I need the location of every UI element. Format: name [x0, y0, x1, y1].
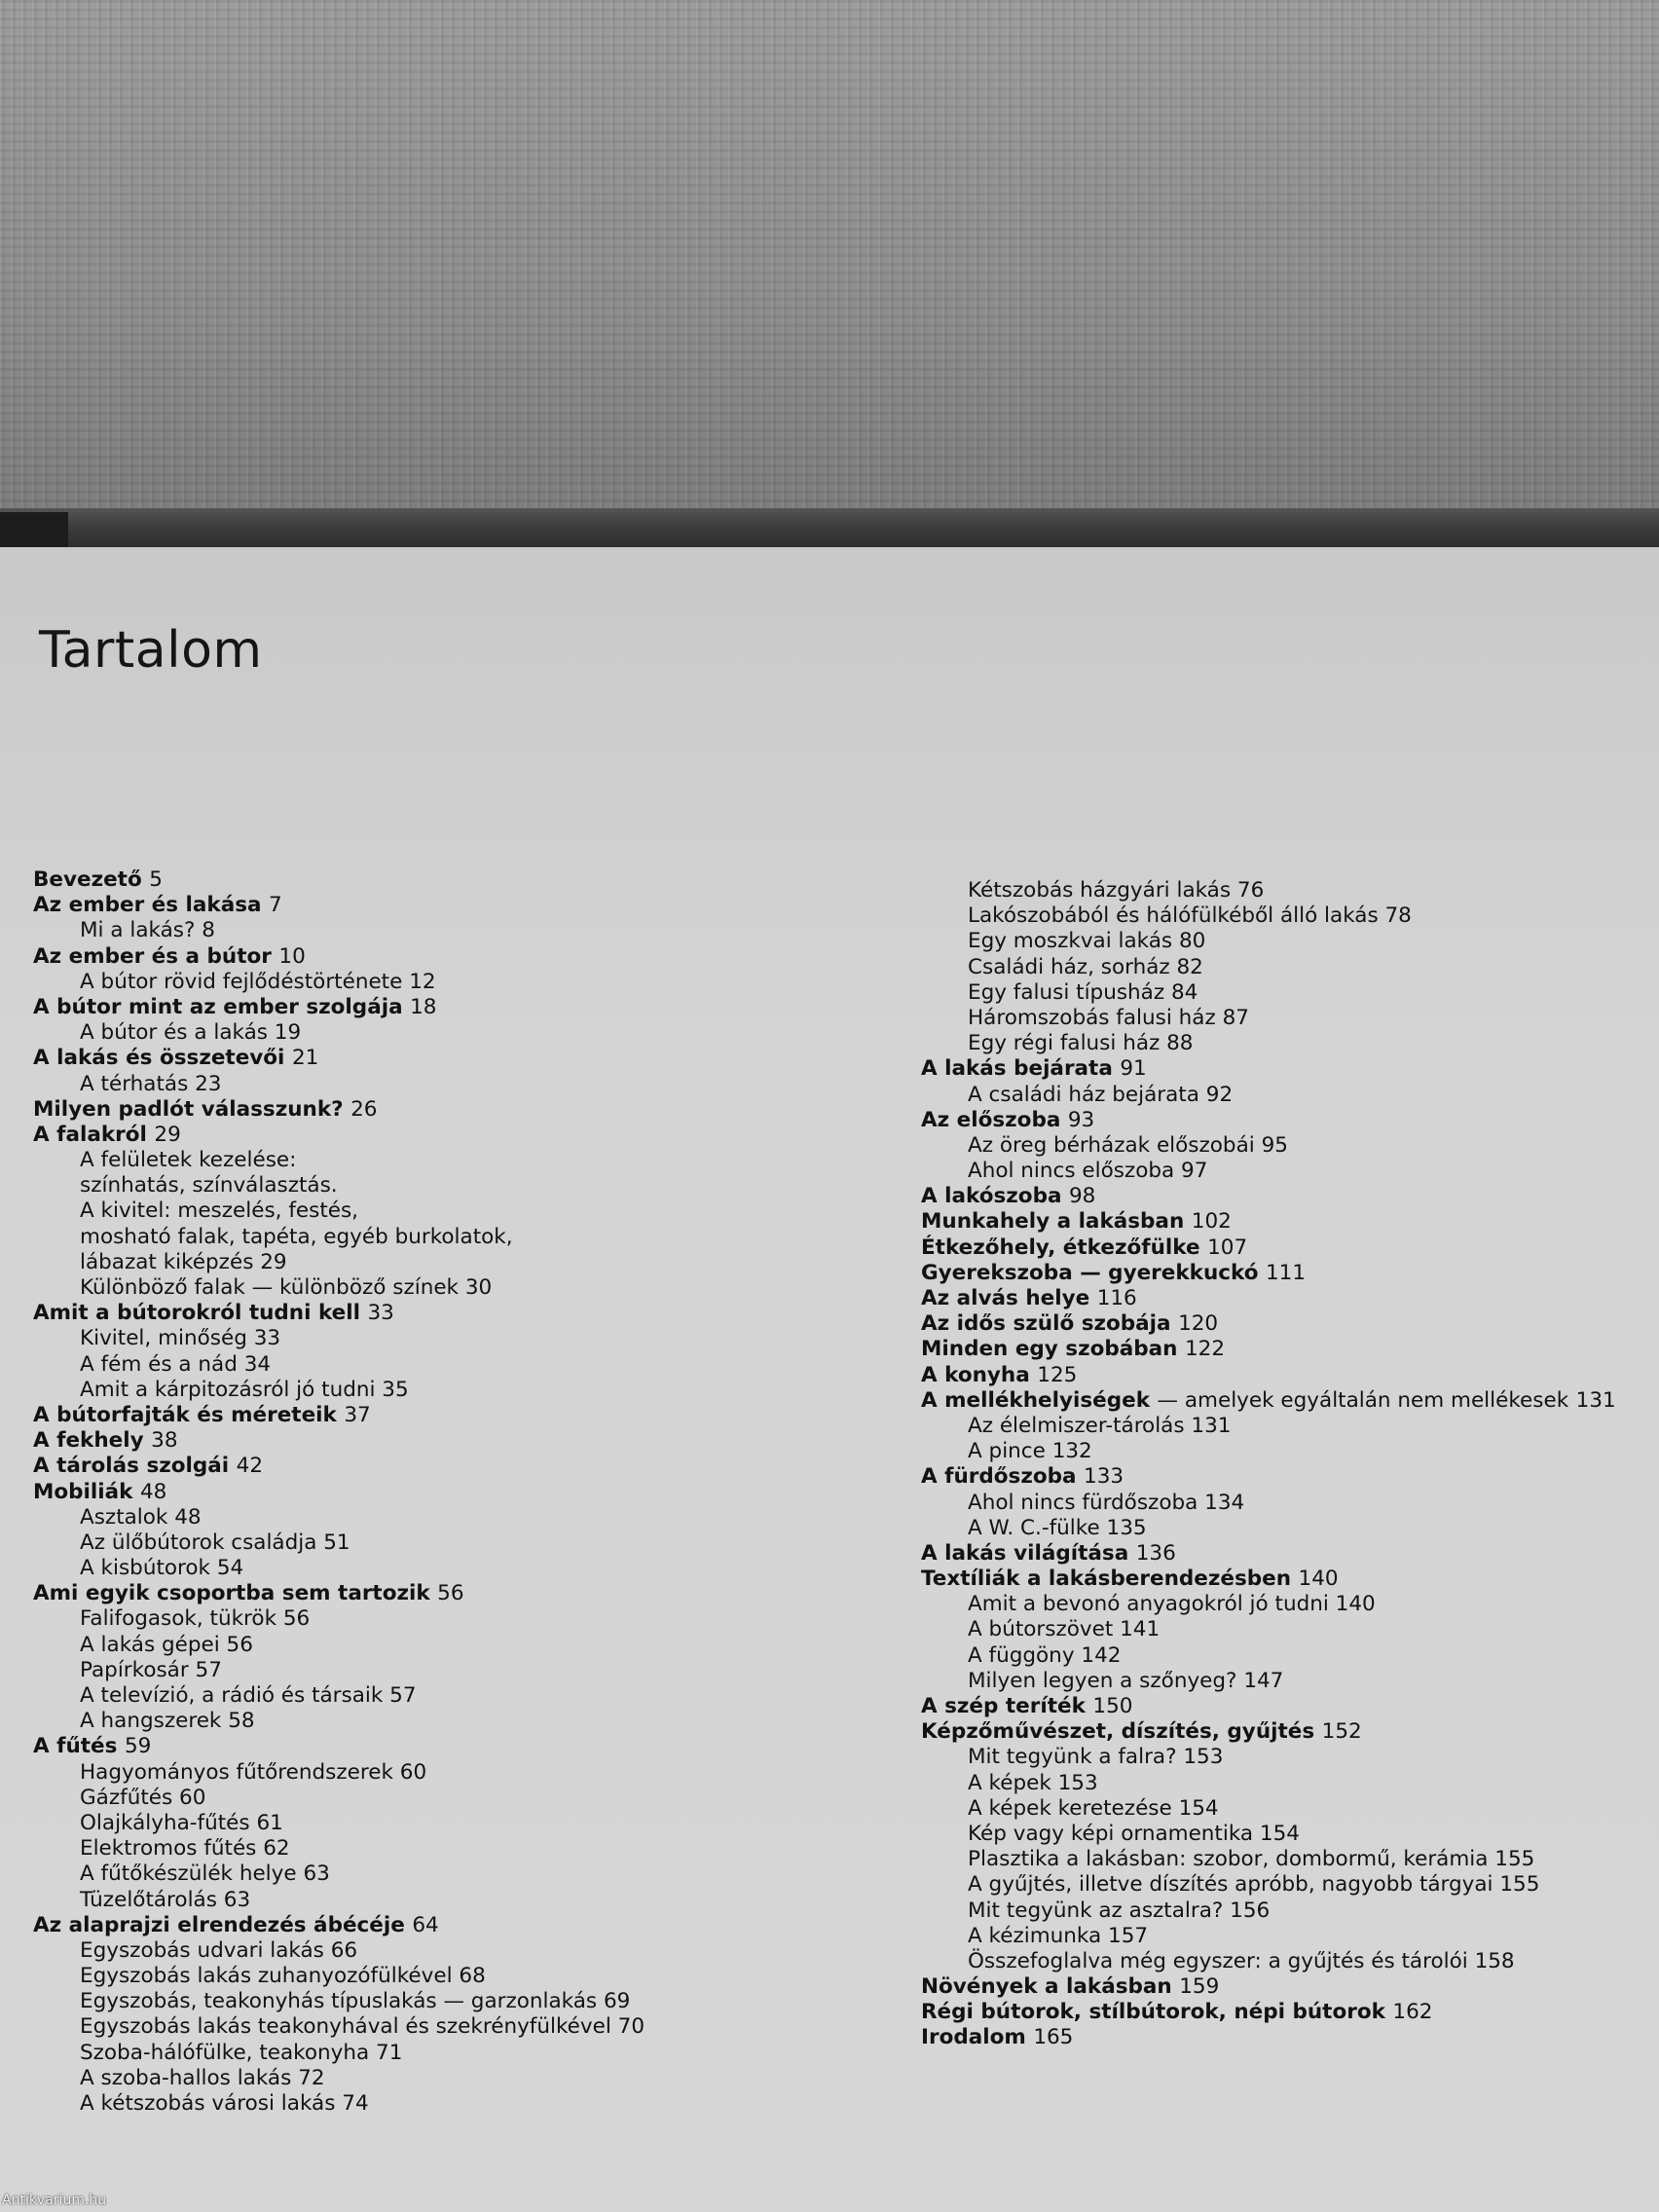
toc-page-number: 59: [124, 1734, 152, 1759]
toc-section: [921, 1491, 1616, 1516]
watermark: Antikvarium.hu: [2, 2193, 107, 2208]
toc-entry-title: A fűtőkészülék helye: [80, 1862, 297, 1887]
toc-entry-title: Az ülőbútorok családja: [80, 1530, 317, 1555]
toc-page-number: 60: [179, 1785, 206, 1810]
toc-entry-title: Olajkályha-fűtés: [80, 1810, 250, 1835]
toc-chapter: [33, 995, 645, 1020]
toc-page-number: 66: [330, 1937, 358, 1963]
toc-section: [33, 1760, 645, 1786]
toc-entry-title: Az ember és a bútor: [33, 943, 272, 969]
toc-section: [33, 1633, 645, 1658]
toc-page-number: 98: [1068, 1184, 1096, 1209]
toc-page-number: 136: [1135, 1540, 1176, 1566]
toc-entry-title: színhatás, színválasztás.: [80, 1173, 338, 1198]
toc-entry-title: Kivitel, minőség: [80, 1326, 247, 1351]
toc-section: [921, 1031, 1616, 1056]
toc-entry-title: A térhatás: [80, 1071, 189, 1096]
toc-entry-title: Amit a kárpitozásról jó tudni: [80, 1377, 376, 1402]
toc-entry-title: A bútor mint az ember szolgája: [33, 994, 403, 1019]
toc-page-number: 78: [1384, 903, 1412, 929]
toc-entry-title: lábazat kiképzés: [80, 1249, 254, 1274]
toc-section: [921, 903, 1616, 929]
page-title: Tartalom: [39, 621, 263, 680]
toc-entry-title: Ahol nincs előszoba: [968, 1159, 1175, 1184]
toc-page-number: 64: [412, 1912, 439, 1937]
toc-page-number: 56: [437, 1581, 464, 1606]
toc-section: [921, 1159, 1616, 1184]
toc-entry-title: A bútor rövid fejlődéstörténete: [80, 969, 403, 994]
toc-section: [921, 1669, 1616, 1694]
toc-section: [33, 1786, 645, 1811]
toc-entry-title: A családi ház bejárata: [968, 1082, 1199, 1107]
toc-section: [33, 1862, 645, 1887]
toc-entry-title: Az alaprajzi elrendezés ábécéje: [33, 1912, 405, 1937]
toc-section: [33, 1938, 645, 1964]
toc-entry-title: A konyha: [921, 1362, 1030, 1387]
toc-page-number: 165: [1033, 2025, 1074, 2050]
toc-page-number: 12: [409, 969, 436, 994]
toc-section: [33, 2041, 645, 2066]
toc-chapter: [33, 1046, 645, 1071]
toc-page-number: 18: [410, 994, 437, 1019]
toc-entry-title: A pince: [968, 1439, 1046, 1464]
toc-page-number: 157: [1108, 1923, 1149, 1948]
toc-page-number: 92: [1205, 1082, 1234, 1107]
toc-section: [33, 2091, 645, 2117]
toc-entry-title: Textíliák a lakásberendezésben: [921, 1567, 1292, 1592]
toc-chapter: [921, 1694, 1616, 1719]
toc-section: [33, 1989, 645, 2014]
toc-page-number: 8: [202, 918, 215, 943]
toc-entry-title: Kétszobás házgyári lakás: [968, 878, 1232, 903]
toc-chapter: [921, 1261, 1616, 1286]
toc-page-number: 95: [1261, 1132, 1288, 1158]
toc-page-number: 5: [149, 867, 163, 892]
toc-page-number: 153: [1057, 1770, 1098, 1795]
toc-page-number: 135: [1106, 1515, 1147, 1540]
toc-chapter: [33, 1097, 645, 1123]
toc-page-number: 26: [350, 1096, 378, 1122]
toc-entry-title: A függöny: [968, 1642, 1075, 1668]
toc-page-number: 7: [269, 893, 282, 918]
toc-entry-title: Falifogasok, tükrök: [80, 1606, 277, 1632]
toc-chapter: [33, 944, 645, 970]
toc-section: [921, 1133, 1616, 1159]
toc-page-number: 154: [1259, 1821, 1300, 1846]
toc-page-number: 155: [1499, 1872, 1540, 1898]
toc-entry-title: Az ember és lakása: [33, 893, 262, 918]
toc-entry-title: A televízió, a rádió és társaik: [80, 1683, 384, 1708]
toc-page-number: 34: [243, 1351, 272, 1377]
toc-chapter: [921, 1108, 1616, 1133]
toc-chapter: [921, 1567, 1616, 1592]
toc-entry-title: A bútorfajták és méreteik: [33, 1402, 337, 1427]
toc-section: [33, 1173, 645, 1198]
toc-chapter: [921, 1286, 1616, 1311]
book-cover-edge: [0, 508, 1659, 547]
toc-page-number: 74: [342, 2091, 369, 2116]
toc-entry-title: A lakás bejárata: [921, 1056, 1113, 1082]
toc-page-number: 147: [1243, 1668, 1284, 1693]
toc-entry-title: Milyen padlót válasszunk?: [33, 1096, 344, 1122]
toc-entry-title: A kisbútorok: [80, 1556, 210, 1581]
toc-entry-title: A szoba-hallos lakás: [80, 2065, 292, 2090]
toc-section: [33, 1888, 645, 1913]
toc-entry-title: Egy moszkvai lakás: [968, 929, 1173, 954]
toc-entry-title: A kivitel: meszelés, festés,: [80, 1198, 359, 1224]
toc-page-number: 141: [1120, 1617, 1161, 1642]
toc-section: [33, 1072, 645, 1097]
toc-page-number: 72: [298, 2065, 325, 2090]
toc-entry-title: Étkezőhely, étkezőfülke: [921, 1235, 1200, 1260]
toc-section: [921, 1847, 1616, 1872]
toc-chapter: [33, 1428, 645, 1454]
toc-section: [33, 1556, 645, 1581]
toc-section: [921, 1439, 1616, 1464]
toc-entry-title: Mit tegyünk a falra?: [968, 1745, 1177, 1770]
toc-chapter: [33, 867, 645, 893]
toc-chapter: [921, 1311, 1616, 1337]
toc-entry-title: A gyűjtés, illetve díszítés apróbb, nagyobb tárgyai: [968, 1872, 1493, 1898]
toc-section: [33, 2014, 645, 2040]
toc-page-number: 58: [228, 1709, 255, 1734]
toc-entry-title: Családi ház, sorház: [968, 954, 1170, 979]
toc-entry-title: A fürdőszoba: [921, 1464, 1077, 1490]
toc-entry-title: Bevezető: [33, 867, 142, 892]
toc-page-number: 153: [1183, 1745, 1224, 1770]
toc-page-number: 57: [389, 1683, 417, 1708]
toc-page-number: 120: [1178, 1311, 1219, 1337]
toc-section: [33, 1530, 645, 1556]
toc-left-column: [33, 867, 645, 2117]
toc-chapter: [921, 1719, 1616, 1745]
toc-section: [33, 1658, 645, 1683]
toc-chapter: [921, 1056, 1616, 1082]
toc-section: [921, 1872, 1616, 1898]
toc-section: [921, 1745, 1616, 1770]
toc-page-number: 107: [1207, 1235, 1248, 1260]
toc-entry-title: A lakás világítása: [921, 1540, 1129, 1566]
toc-entry-title: A falakról: [33, 1122, 147, 1147]
toc-entry-title: Milyen legyen a szőnyeg?: [968, 1668, 1237, 1693]
toc-page-number: 63: [223, 1887, 251, 1912]
toc-entry-title: Tüzelőtárolás: [80, 1887, 217, 1912]
toc-entry-title: A fém és a nád: [80, 1351, 238, 1377]
toc-chapter: [921, 1388, 1616, 1414]
toc-chapter: [33, 1581, 645, 1606]
toc-page-number: 70: [617, 2014, 645, 2040]
toc-entry-title: Háromszobás falusi ház: [968, 1005, 1216, 1030]
toc-page-number: 21: [291, 1046, 319, 1071]
toc-page-number: 131: [1575, 1387, 1616, 1413]
toc-page-number: 69: [603, 1989, 631, 2014]
toc-entry-title: Plasztika a lakásban: szobor, dombormű, kerámia: [968, 1847, 1489, 1872]
toc-entry-title: Egyszobás udvari lakás: [80, 1937, 324, 1963]
toc-chapter: [33, 1403, 645, 1428]
toc-page-number: 84: [1170, 979, 1198, 1005]
toc-page-number: 88: [1166, 1031, 1194, 1056]
toc-page-number: 80: [1178, 929, 1206, 954]
toc-section: [921, 1924, 1616, 1949]
toc-entry-title: A bútor és a lakás: [80, 1020, 268, 1046]
toc-entry-title: A tárolás szolgái: [33, 1454, 230, 1479]
toc-section: [33, 1836, 645, 1862]
toc-entry-title: Amit a bútorokról tudni kell: [33, 1301, 360, 1326]
toc-chapter: [33, 893, 645, 918]
toc-entry-title: A fekhely: [33, 1428, 144, 1454]
toc-entry-title: Minden egy szobában: [921, 1337, 1178, 1362]
toc-section: [921, 1796, 1616, 1822]
toc-entry-title: A kézimunka: [968, 1923, 1102, 1948]
toc-right-column: [921, 878, 1616, 2051]
toc-entry-title: A lakás és összetevői: [33, 1046, 285, 1071]
toc-entry-title: A mellékhelyiségek: [921, 1387, 1151, 1413]
toc-page-number: 56: [282, 1606, 311, 1632]
toc-entry-title: mosható falak, tapéta, egyéb burkolatok,: [80, 1224, 513, 1249]
toc-chapter: [921, 2000, 1616, 2025]
toc-entry-title: A fűtés: [33, 1734, 118, 1759]
toc-section: [33, 1352, 645, 1378]
toc-section: [921, 1899, 1616, 1924]
toc-entry-title: A képek keretezése: [968, 1795, 1172, 1821]
toc-page-number: 60: [399, 1759, 427, 1785]
toc-chapter: [33, 1480, 645, 1505]
toc-section: [33, 1709, 645, 1734]
toc-entry-title: Ami egyik csoportba sem tartozik: [33, 1581, 430, 1606]
toc-entry-title: A kétszobás városi lakás: [80, 2091, 336, 2116]
toc-section: [921, 1617, 1616, 1642]
toc-section: [33, 1326, 645, 1351]
toc-section: [921, 1643, 1616, 1669]
toc-page-number: 142: [1081, 1642, 1122, 1668]
toc-page-number: 87: [1222, 1005, 1249, 1030]
toc-chapter: [921, 1464, 1616, 1490]
toc-section: [33, 1225, 645, 1250]
toc-entry-title: A lakás gépei: [80, 1632, 220, 1657]
toc-section: [33, 1964, 645, 1989]
toc-entry-title: Képzőművészet, díszítés, gyűjtés: [921, 1719, 1315, 1745]
book-corner-shadow: [0, 512, 68, 547]
toc-page-number: 156: [1230, 1898, 1271, 1923]
toc-entry-title: Papírkosár: [80, 1657, 189, 1682]
toc-entry-title: A lakószoba: [921, 1184, 1062, 1209]
toc-page-number: 76: [1236, 878, 1265, 903]
toc-section: [33, 1683, 645, 1709]
toc-section: [921, 1949, 1616, 1974]
toc-page-number: 150: [1092, 1694, 1133, 1718]
toc-page-number: 29: [154, 1122, 181, 1147]
toc-section: [33, 1275, 645, 1301]
toc-page-number: 61: [256, 1810, 283, 1835]
toc-chapter: [921, 1363, 1616, 1388]
toc-entry-title: Az idős szülő szobája: [921, 1311, 1171, 1337]
toc-entry-title: Különböző falak — különböző színek: [80, 1275, 460, 1300]
toc-page-number: 71: [376, 2040, 403, 2065]
toc-section: [33, 2066, 645, 2091]
toc-entry-title: Hagyományos fűtőrendszerek: [80, 1759, 393, 1785]
toc-section: [33, 970, 645, 995]
toc-entry-title: A W. C.-fülke: [968, 1515, 1100, 1540]
toc-entry-title: Növények a lakásban: [921, 1974, 1172, 2000]
toc-entry-title: Ahol nincs fürdőszoba: [968, 1490, 1198, 1515]
toc-page-number: 111: [1266, 1260, 1307, 1285]
toc-entry-title: Egyszobás lakás teakonyhával és szekrényfülkével: [80, 2014, 611, 2040]
toc-section: [33, 1148, 645, 1173]
toc-entry-title: Munkahely a lakásban: [921, 1209, 1185, 1235]
toc-page-number: 132: [1051, 1439, 1092, 1464]
toc-page-number: 48: [139, 1479, 167, 1504]
toc-page-number: 102: [1191, 1209, 1232, 1235]
toc-page-number: 159: [1179, 1974, 1220, 2000]
toc-chapter: [921, 1184, 1616, 1209]
toc-entry-subtitle: — amelyek egyáltalán nem mellékesek: [1157, 1387, 1569, 1413]
toc-page-number: 37: [344, 1402, 371, 1427]
toc-page-number: 63: [303, 1862, 330, 1887]
toc-entry-title: Az alvás helye: [921, 1286, 1090, 1310]
toc-entry-title: A felületek kezelése:: [80, 1148, 297, 1173]
toc-section: [921, 1083, 1616, 1108]
toc-section: [921, 955, 1616, 980]
toc-page-number: 33: [367, 1301, 394, 1326]
toc-page-number: 154: [1178, 1795, 1219, 1821]
toc-page-number: 29: [260, 1249, 287, 1274]
toc-chapter: [33, 1123, 645, 1148]
toc-page-number: 82: [1176, 954, 1203, 979]
toc-chapter: [921, 2025, 1616, 2050]
toc-section: [33, 1606, 645, 1632]
toc-entry-title: Szoba-hálófülke, teakonyha: [80, 2040, 370, 2065]
toc-entry-title: Mi a lakás?: [80, 918, 196, 943]
toc-section: [33, 1020, 645, 1046]
toc-entry-title: Mobiliák: [33, 1479, 133, 1504]
toc-page-number: 91: [1120, 1056, 1147, 1082]
toc-entry-title: Egyszobás, teakonyhás típuslakás — garzonlakás: [80, 1989, 598, 2014]
toc-chapter: [921, 1235, 1616, 1261]
toc-entry-title: A képek: [968, 1770, 1051, 1795]
toc-section: [921, 1006, 1616, 1031]
toc-page-number: 38: [151, 1428, 178, 1454]
toc-section: [33, 1250, 645, 1275]
toc-page-number: 10: [278, 943, 306, 969]
toc-page-number: 19: [274, 1020, 302, 1046]
toc-page-number: 93: [1067, 1107, 1095, 1132]
toc-page-number: 54: [216, 1556, 244, 1581]
toc-entry-title: A szép teríték: [921, 1694, 1086, 1718]
toc-section: [921, 1414, 1616, 1439]
toc-entry-title: Gyerekszoba — gyerekkuckó: [921, 1260, 1259, 1285]
toc-page-number: 35: [382, 1377, 409, 1402]
toc-chapter: [921, 1209, 1616, 1235]
toc-entry-title: A hangszerek: [80, 1709, 222, 1734]
toc-page-number: 134: [1204, 1490, 1245, 1515]
toc-entry-title: Mit tegyünk az asztalra?: [968, 1898, 1224, 1923]
toc-page-number: 97: [1181, 1159, 1208, 1184]
toc-section: [921, 1822, 1616, 1847]
toc-chapter: [33, 1734, 645, 1759]
toc-entry-title: Gázfűtés: [80, 1785, 173, 1810]
toc-section: [921, 980, 1616, 1006]
toc-entry-title: A bútorszövet: [968, 1617, 1114, 1642]
toc-entry-title: Az előszoba: [921, 1107, 1061, 1132]
toc-page-number: 152: [1321, 1719, 1362, 1745]
toc-section: [33, 1378, 645, 1403]
toc-section: [33, 1198, 645, 1224]
toc-page-number: 125: [1037, 1362, 1078, 1387]
toc-chapter: [33, 1454, 645, 1479]
toc-section: [921, 1516, 1616, 1541]
toc-page-number: 162: [1392, 2000, 1433, 2025]
toc-page-number: 133: [1084, 1464, 1124, 1490]
toc-section: [921, 1592, 1616, 1617]
toc-page-number: 62: [263, 1836, 290, 1862]
toc-entry-title: Asztalok: [80, 1504, 168, 1530]
toc-page-number: 42: [236, 1454, 264, 1479]
toc-page-number: 155: [1494, 1847, 1535, 1872]
toc-entry-title: Az öreg bérházak előszobái: [968, 1132, 1255, 1158]
toc-page-number: 116: [1096, 1286, 1137, 1310]
toc-page-number: 30: [464, 1275, 493, 1300]
toc-chapter: [921, 1337, 1616, 1362]
toc-section: [33, 918, 645, 943]
toc-section: [921, 929, 1616, 954]
toc-entry-title: Elektromos fűtés: [80, 1836, 257, 1862]
toc-page-number: 158: [1474, 1948, 1515, 1973]
toc-section: [921, 1771, 1616, 1796]
toc-section: [33, 1505, 645, 1530]
toc-page-number: 122: [1185, 1337, 1226, 1362]
toc-entry-title: Egy régi falusi ház: [968, 1031, 1161, 1056]
toc-entry-title: Amit a bevonó anyagokról jó tudni: [968, 1592, 1329, 1617]
cloth-background: [0, 0, 1659, 511]
toc-chapter: [921, 1974, 1616, 2000]
toc-entry-title: Lakószobából és hálófülkéből álló lakás: [968, 903, 1379, 929]
toc-page-number: 56: [226, 1632, 253, 1657]
toc-entry-title: Irodalom: [921, 2025, 1026, 2050]
toc-chapter: [33, 1301, 645, 1326]
toc-page-number: 23: [195, 1071, 222, 1096]
toc-page-number: 68: [459, 1964, 486, 1989]
toc-section: [33, 1811, 645, 1836]
toc-chapter: [921, 1541, 1616, 1567]
toc-page-number: 57: [195, 1657, 222, 1682]
toc-page-number: 140: [1335, 1592, 1376, 1617]
toc-page-number: 140: [1298, 1567, 1339, 1592]
toc-entry-title: Kép vagy képi ornamentika: [968, 1821, 1254, 1846]
toc-entry-title: Összefoglalva még egyszer: a gyűjtés és tárolói: [968, 1948, 1468, 1973]
toc-entry-title: Egyszobás lakás zuhanyozófülkével: [80, 1964, 453, 1989]
toc-entry-title: Egy falusi típusház: [968, 979, 1165, 1005]
toc-page-number: 131: [1191, 1413, 1232, 1438]
toc-page-number: 51: [323, 1530, 350, 1555]
toc-page-number: 33: [253, 1326, 281, 1351]
toc-section: [921, 878, 1616, 903]
toc-page-number: 48: [174, 1504, 202, 1530]
toc-entry-title: Az élelmiszer-tárolás: [968, 1413, 1185, 1438]
toc-entry-title: Régi bútorok, stílbútorok, népi bútorok: [921, 2000, 1385, 2025]
toc-chapter: [33, 1913, 645, 1938]
